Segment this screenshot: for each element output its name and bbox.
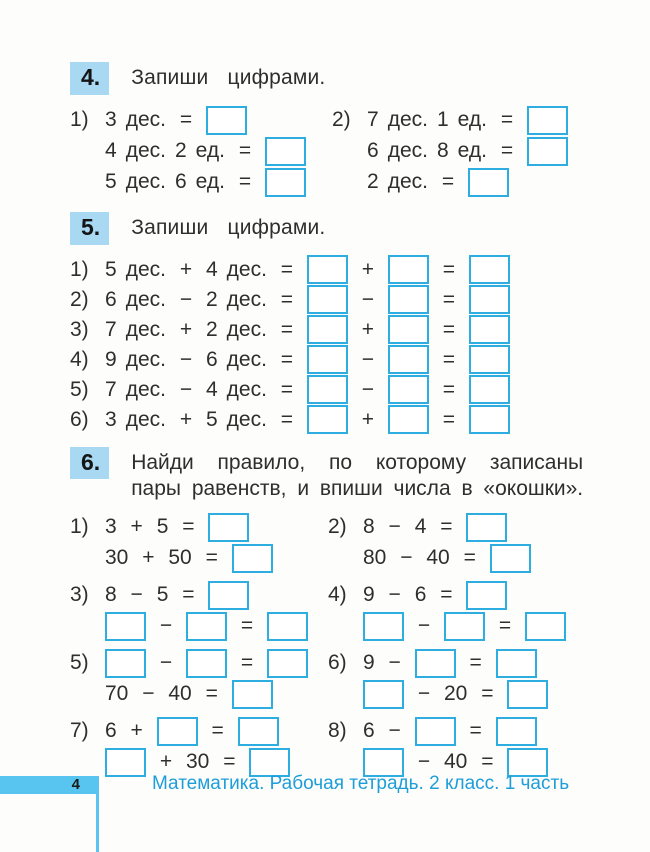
- token: −: [159, 614, 173, 637]
- token: дес.: [125, 317, 166, 341]
- answer-box[interactable]: [238, 717, 279, 746]
- exercise-title: [131, 447, 583, 502]
- answer-box[interactable]: [468, 168, 509, 197]
- token: 2): [328, 515, 347, 538]
- answer-box[interactable]: [388, 285, 429, 314]
- token: 8): [328, 719, 347, 742]
- exercise-6-item-4: [328, 580, 650, 642]
- token: 30: [186, 750, 210, 773]
- exercise-title: Запиши цифрами.: [131, 66, 326, 89]
- token: =: [179, 108, 193, 132]
- exercise-number-badge: 4.: [70, 62, 109, 95]
- exercise-6-row: [70, 648, 650, 710]
- token: 9: [105, 347, 117, 371]
- equation-line: [70, 255, 650, 285]
- exercise-4-body: [70, 105, 650, 198]
- token: 4): [328, 583, 347, 606]
- token: ед.: [195, 139, 225, 163]
- token: =: [182, 515, 195, 538]
- exercise-4-column-1: [70, 105, 332, 198]
- equation-line: [70, 345, 650, 375]
- equation-line: [70, 405, 650, 435]
- token: =: [240, 614, 254, 637]
- answer-box[interactable]: [267, 649, 308, 678]
- exercise-title-line-1: [131, 450, 583, 476]
- token: 5: [105, 170, 117, 194]
- answer-box[interactable]: [307, 285, 348, 314]
- token: 7: [367, 108, 379, 132]
- token: =: [280, 317, 294, 341]
- token: дес.: [125, 407, 166, 431]
- token: «окошки».: [483, 476, 584, 500]
- token: 2: [205, 287, 218, 311]
- token: дес.: [125, 170, 166, 194]
- token: +: [179, 257, 193, 281]
- answer-box[interactable]: [157, 717, 198, 746]
- token: 5: [156, 515, 169, 538]
- answer-box[interactable]: [307, 405, 348, 434]
- equation-line: [332, 136, 650, 167]
- answer-box[interactable]: [265, 137, 306, 166]
- answer-box[interactable]: [105, 748, 146, 777]
- token: 4): [70, 347, 89, 371]
- token: 6): [70, 407, 89, 431]
- token: дес.: [387, 108, 428, 132]
- token: дес.: [226, 377, 267, 401]
- token: +: [159, 750, 173, 773]
- exercise-5-body: [70, 255, 650, 435]
- token: дес.: [226, 407, 267, 431]
- token: в: [461, 476, 473, 500]
- exercise-title: Запиши цифрами.: [131, 215, 326, 239]
- answer-box[interactable]: [469, 255, 510, 284]
- token: =: [481, 682, 494, 705]
- token: +: [361, 257, 375, 281]
- answer-box[interactable]: [105, 649, 146, 678]
- equation-line: [328, 648, 650, 679]
- token: −: [417, 682, 431, 705]
- token: 20: [444, 682, 468, 705]
- token: 8: [105, 583, 117, 606]
- token: 7: [105, 377, 117, 401]
- token: 3): [70, 317, 89, 341]
- footer-vertical-rule: [96, 776, 99, 852]
- token: 5): [70, 377, 89, 401]
- answer-box[interactable]: [307, 375, 348, 404]
- answer-box[interactable]: [307, 315, 348, 344]
- token: дес.: [226, 347, 267, 371]
- answer-box[interactable]: [525, 612, 566, 641]
- equation-line: [70, 679, 328, 710]
- exercise-5-section: [70, 212, 650, 435]
- answer-box[interactable]: [388, 315, 429, 344]
- token: −: [159, 651, 173, 674]
- equation-line: [328, 512, 650, 543]
- token: =: [182, 583, 195, 606]
- token: 40: [168, 682, 192, 705]
- token: пары: [131, 476, 182, 500]
- token: =: [205, 682, 218, 705]
- token: 4: [105, 139, 117, 163]
- token: 2: [205, 317, 218, 341]
- token: 3: [105, 515, 117, 538]
- exercise-6-item-3: [70, 580, 328, 642]
- token: 1): [70, 515, 89, 538]
- token: дес.: [226, 317, 267, 341]
- token: =: [498, 614, 512, 637]
- equation-line: [328, 611, 650, 642]
- equation-line: [70, 136, 332, 167]
- answer-box[interactable]: [527, 106, 568, 135]
- token: −: [400, 546, 413, 569]
- token: =: [481, 750, 494, 773]
- token: правило,: [217, 450, 306, 474]
- token: 6: [174, 170, 187, 194]
- exercise-4-column-2: [332, 105, 650, 198]
- answer-box[interactable]: [469, 375, 510, 404]
- token: +: [179, 407, 193, 431]
- token: =: [238, 170, 252, 194]
- token: 9: [363, 651, 375, 674]
- exercise-6-row: [70, 512, 650, 574]
- token: 1: [436, 108, 449, 132]
- token: числа: [393, 476, 451, 500]
- token: которому: [375, 450, 467, 474]
- token: =: [469, 651, 482, 674]
- token: =: [469, 719, 482, 742]
- answer-box[interactable]: [186, 612, 227, 641]
- answer-box[interactable]: [469, 405, 510, 434]
- token: дес.: [387, 139, 428, 163]
- equation-line: [70, 512, 328, 543]
- token: 70: [105, 682, 129, 705]
- equation-line: [328, 580, 650, 611]
- token: 5: [105, 257, 117, 281]
- token: −: [179, 347, 193, 371]
- token: 6: [105, 719, 117, 742]
- token: 6): [328, 651, 347, 674]
- token: −: [388, 583, 401, 606]
- token: 50: [168, 546, 192, 569]
- token: +: [142, 546, 155, 569]
- footer-page-number: 4: [71, 776, 80, 793]
- exercise-6-item-1: [70, 512, 328, 574]
- token: и: [297, 476, 310, 500]
- answer-box[interactable]: [466, 513, 507, 542]
- token: дес.: [226, 257, 267, 281]
- token: 2): [332, 108, 351, 132]
- token: =: [442, 377, 456, 401]
- token: =: [442, 317, 456, 341]
- answer-box[interactable]: [466, 581, 507, 610]
- exercise-number-badge: 5.: [70, 212, 109, 245]
- token: 6: [105, 287, 117, 311]
- token: =: [441, 170, 455, 194]
- token: 6: [367, 139, 379, 163]
- exercise-6-body: [70, 512, 650, 778]
- token: 3): [70, 583, 89, 606]
- equation-line: [70, 375, 650, 405]
- token: 2: [367, 170, 379, 194]
- exercise-4-header: [70, 62, 650, 95]
- token: 7: [105, 317, 117, 341]
- token: =: [223, 750, 236, 773]
- equation-line: [328, 543, 650, 574]
- exercise-6-item-5: [70, 648, 328, 710]
- token: −: [361, 377, 375, 401]
- token: 7): [70, 719, 89, 742]
- footer-caption: Математика. Рабочая тетрадь. 2 класс. 1 часть: [152, 773, 570, 794]
- exercise-4-section: [70, 0, 650, 198]
- token: −: [361, 347, 375, 371]
- answer-box[interactable]: [490, 544, 531, 573]
- token: дес.: [125, 347, 166, 371]
- exercise-number-badge: 6.: [70, 447, 109, 480]
- token: −: [388, 651, 401, 674]
- token: =: [238, 139, 252, 163]
- equation-line: [70, 580, 328, 611]
- exercise-6-row: [70, 580, 650, 642]
- token: 40: [426, 546, 450, 569]
- token: +: [361, 407, 375, 431]
- token: =: [205, 546, 218, 569]
- token: =: [500, 139, 514, 163]
- answer-box[interactable]: [307, 345, 348, 374]
- token: 6: [363, 719, 375, 742]
- equation-line: [332, 167, 650, 198]
- answer-box[interactable]: [105, 612, 146, 641]
- equation-line: [70, 167, 332, 198]
- token: =: [442, 287, 456, 311]
- token: дес.: [125, 287, 166, 311]
- token: ед.: [457, 139, 487, 163]
- token: ед.: [195, 170, 225, 194]
- answer-box[interactable]: [265, 168, 306, 197]
- token: 1): [70, 108, 89, 132]
- exercise-6-section: [70, 447, 650, 778]
- token: 2): [70, 287, 89, 311]
- token: +: [179, 317, 193, 341]
- answer-box[interactable]: [208, 513, 249, 542]
- token: =: [500, 108, 514, 132]
- token: −: [417, 750, 431, 773]
- answer-box[interactable]: [388, 405, 429, 434]
- answer-box[interactable]: [469, 345, 510, 374]
- answer-box[interactable]: [388, 345, 429, 374]
- token: дес.: [125, 257, 166, 281]
- token: −: [388, 515, 401, 538]
- answer-box[interactable]: [469, 285, 510, 314]
- exercise-6-row: [70, 716, 650, 778]
- token: =: [280, 407, 294, 431]
- token: 1): [70, 257, 89, 281]
- answer-box[interactable]: [232, 680, 273, 709]
- token: =: [440, 583, 453, 606]
- token: дес.: [125, 139, 166, 163]
- answer-box[interactable]: [363, 680, 404, 709]
- answer-box[interactable]: [388, 255, 429, 284]
- token: =: [442, 407, 456, 431]
- answer-box[interactable]: [444, 612, 485, 641]
- answer-box[interactable]: [186, 649, 227, 678]
- token: +: [361, 317, 375, 341]
- token: =: [211, 719, 224, 742]
- exercise-6-item-8: [328, 716, 650, 778]
- token: дес.: [125, 377, 166, 401]
- token: 80: [363, 546, 387, 569]
- token: записаны: [489, 450, 584, 474]
- exercise-6-item-7: [70, 716, 328, 778]
- answer-box[interactable]: [415, 649, 456, 678]
- exercise-6-header: [70, 447, 650, 502]
- token: 6: [414, 583, 427, 606]
- token: =: [280, 347, 294, 371]
- token: −: [130, 583, 143, 606]
- token: =: [442, 347, 456, 371]
- token: −: [361, 287, 375, 311]
- token: 2: [174, 139, 187, 163]
- token: Найди: [131, 450, 194, 474]
- equation-line: [70, 611, 328, 642]
- token: =: [463, 546, 476, 569]
- token: 40: [444, 750, 468, 773]
- token: =: [280, 257, 294, 281]
- token: 5: [156, 583, 169, 606]
- token: 4: [205, 257, 218, 281]
- equation-line: [70, 285, 650, 315]
- token: 30: [105, 546, 129, 569]
- token: 6: [205, 347, 218, 371]
- token: дес.: [226, 287, 267, 311]
- token: =: [280, 287, 294, 311]
- answer-box[interactable]: [496, 717, 537, 746]
- answer-box[interactable]: [527, 137, 568, 166]
- token: +: [130, 719, 143, 742]
- token: 5: [205, 407, 218, 431]
- token: 5): [70, 651, 89, 674]
- equation-line: [70, 105, 332, 136]
- answer-box[interactable]: [388, 375, 429, 404]
- equation-line: [70, 648, 328, 679]
- token: впиши: [319, 476, 383, 500]
- answer-box[interactable]: [208, 581, 249, 610]
- token: равенств,: [191, 476, 287, 500]
- token: 8: [363, 515, 375, 538]
- answer-box[interactable]: [307, 255, 348, 284]
- exercise-6-item-6: [328, 648, 650, 710]
- answer-box[interactable]: [415, 717, 456, 746]
- token: дес.: [125, 108, 166, 132]
- answer-box[interactable]: [496, 649, 537, 678]
- token: по: [328, 450, 353, 474]
- answer-box[interactable]: [232, 544, 273, 573]
- footer-page-number-bar: [0, 776, 96, 794]
- token: ед.: [457, 108, 487, 132]
- token: =: [280, 377, 294, 401]
- equation-line: [70, 315, 650, 345]
- equation-line: [328, 679, 650, 710]
- token: −: [142, 682, 155, 705]
- token: =: [240, 651, 254, 674]
- token: =: [442, 257, 456, 281]
- token: +: [130, 515, 143, 538]
- exercise-title-line-2: [131, 476, 583, 502]
- exercise-6-item-2: [328, 512, 650, 574]
- equation-line: [70, 543, 328, 574]
- token: −: [417, 614, 431, 637]
- equation-line: [70, 716, 328, 747]
- exercise-5-header: [70, 212, 650, 245]
- token: 9: [363, 583, 375, 606]
- token: 3: [105, 108, 117, 132]
- answer-box[interactable]: [206, 106, 247, 135]
- token: =: [440, 515, 453, 538]
- token: −: [388, 719, 401, 742]
- token: 3: [105, 407, 117, 431]
- equation-line: [332, 105, 650, 136]
- token: 4: [414, 515, 427, 538]
- equation-line: [328, 716, 650, 747]
- answer-box[interactable]: [267, 612, 308, 641]
- answer-box[interactable]: [507, 680, 548, 709]
- answer-box[interactable]: [469, 315, 510, 344]
- token: 8: [436, 139, 449, 163]
- answer-box[interactable]: [363, 612, 404, 641]
- token: 4: [205, 377, 218, 401]
- token: −: [179, 377, 193, 401]
- token: дес.: [387, 170, 428, 194]
- token: −: [179, 287, 193, 311]
